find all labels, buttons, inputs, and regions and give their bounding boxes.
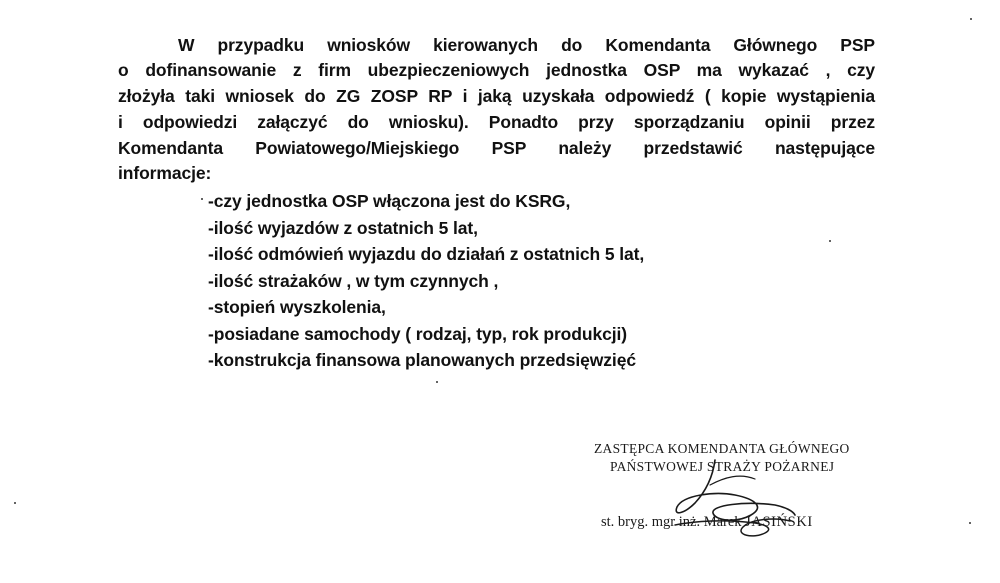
scan-speck xyxy=(970,18,972,20)
paragraph-line: złożyła taki wniosek do ZG ZOSP RP i jaką uzyskała odpowiedź ( kopie wystąpienia xyxy=(118,86,875,106)
list-item: -posiadane samochody ( rodzaj, typ, rok produkcji) xyxy=(208,323,627,344)
paragraph-line: o dofinansowanie z firm ubezpieczeniowych jednostka OSP ma wykazać , czy xyxy=(118,60,875,80)
list-item: -stopień wyszkolenia, xyxy=(208,297,386,317)
stamp-title-line: ZASTĘPCA KOMENDANTA GŁÓWNEGO xyxy=(594,441,850,456)
paragraph-line: informacje: xyxy=(118,163,212,183)
list-item: -ilość strażaków , w tym czynnych , xyxy=(208,270,499,291)
list-item: -ilość wyjazdów z ostatnich 5 lat, xyxy=(208,217,478,238)
scan-speck xyxy=(14,502,16,504)
list-item: -konstrukcja finansowa planowanych przedsięwzięć xyxy=(208,350,636,370)
signatory-rank: st. bryg. mgr inż. Marek xyxy=(601,514,742,530)
scan-speck xyxy=(436,381,438,383)
list-item: -czy jednostka OSP włączona jest do KSRG, xyxy=(208,191,571,211)
stamp-institution-line: PAŃSTWOWEJ STRAŻY POŻARNEJ xyxy=(610,459,835,474)
paragraph-line: Komendanta Powiatowego/Miejskiego PSP należy przedstawić następujące xyxy=(118,138,875,158)
list-item: -ilość odmówień wyjazdu do działań z ostatnich 5 lat, xyxy=(208,244,645,264)
paragraph-line: i odpowiedzi załączyć do wniosku). Ponadto przy sporządzaniu opinii przez xyxy=(118,112,875,132)
scan-speck xyxy=(969,522,971,524)
signatory-surname: JASIŃSKI xyxy=(745,514,813,530)
handwritten-signature xyxy=(655,455,805,550)
paragraph-line: W przypadku wniosków kierowanych do Komendanta Głównego PSP xyxy=(178,35,875,55)
scan-speck xyxy=(201,198,203,200)
requirements-list xyxy=(208,188,644,374)
signatory-name xyxy=(601,512,813,532)
scan-speck xyxy=(829,240,831,242)
